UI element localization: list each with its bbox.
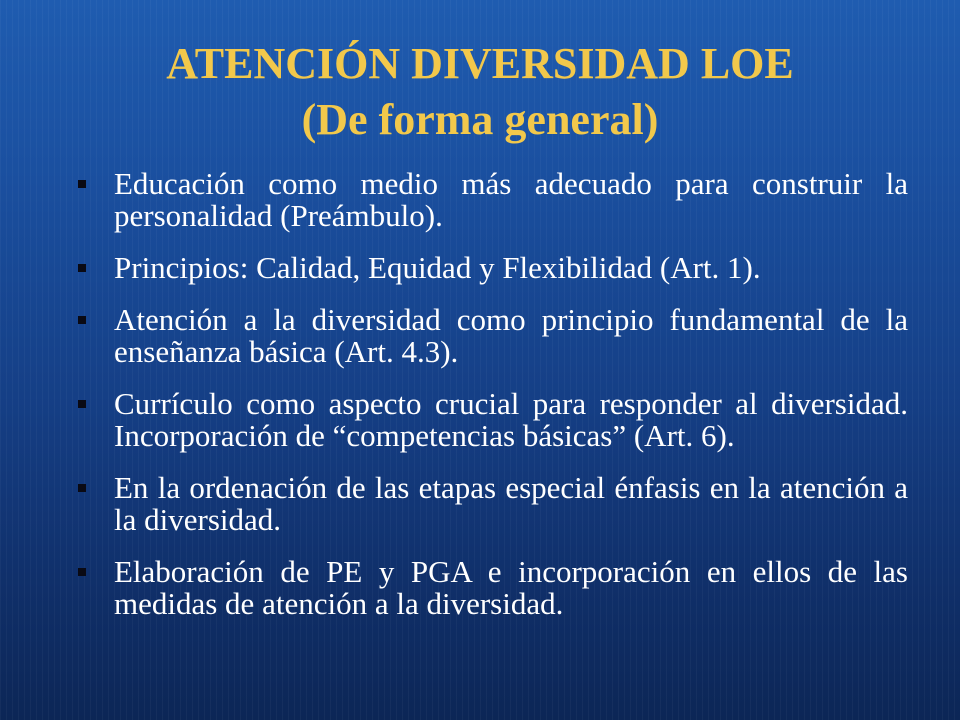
bullet-item <box>78 556 908 620</box>
title-line-1: ATENCIÓN DIVERSIDAD LOE <box>166 39 794 88</box>
square-bullet-icon <box>78 264 86 272</box>
bullet-item <box>78 252 908 284</box>
bullet-text: Atención a la diversidad como principio fundamental de la enseñanza básica (Art. 4.3). <box>114 302 908 369</box>
square-bullet-icon <box>78 180 86 188</box>
square-bullet-icon <box>78 316 86 324</box>
square-bullet-icon <box>78 400 86 408</box>
bullet-text: Principios: Calidad, Equidad y Flexibilidad (Art. 1). <box>114 250 761 285</box>
bullet-list <box>78 168 908 640</box>
bullet-item <box>78 304 908 368</box>
bullet-text: Educación como medio más adecuado para construir la personalidad (Preámbulo). <box>114 166 908 233</box>
bullet-item <box>78 472 908 536</box>
bullet-text: En la ordenación de las etapas especial énfasis en la atención a la diversidad. <box>114 470 908 537</box>
bullet-item <box>78 168 908 232</box>
title-line-2: (De forma general) <box>301 95 659 144</box>
bullet-text: Currículo como aspecto crucial para responder al diversidad. Incorporación de “competencias básicas” (Art. 6). <box>114 386 908 453</box>
bullet-text: Elaboración de PE y PGA e incorporación en ellos de las medidas de atención a la diversidad. <box>114 554 908 621</box>
square-bullet-icon <box>78 568 86 576</box>
square-bullet-icon <box>78 484 86 492</box>
bullet-item <box>78 388 908 452</box>
slide-title <box>0 36 960 148</box>
